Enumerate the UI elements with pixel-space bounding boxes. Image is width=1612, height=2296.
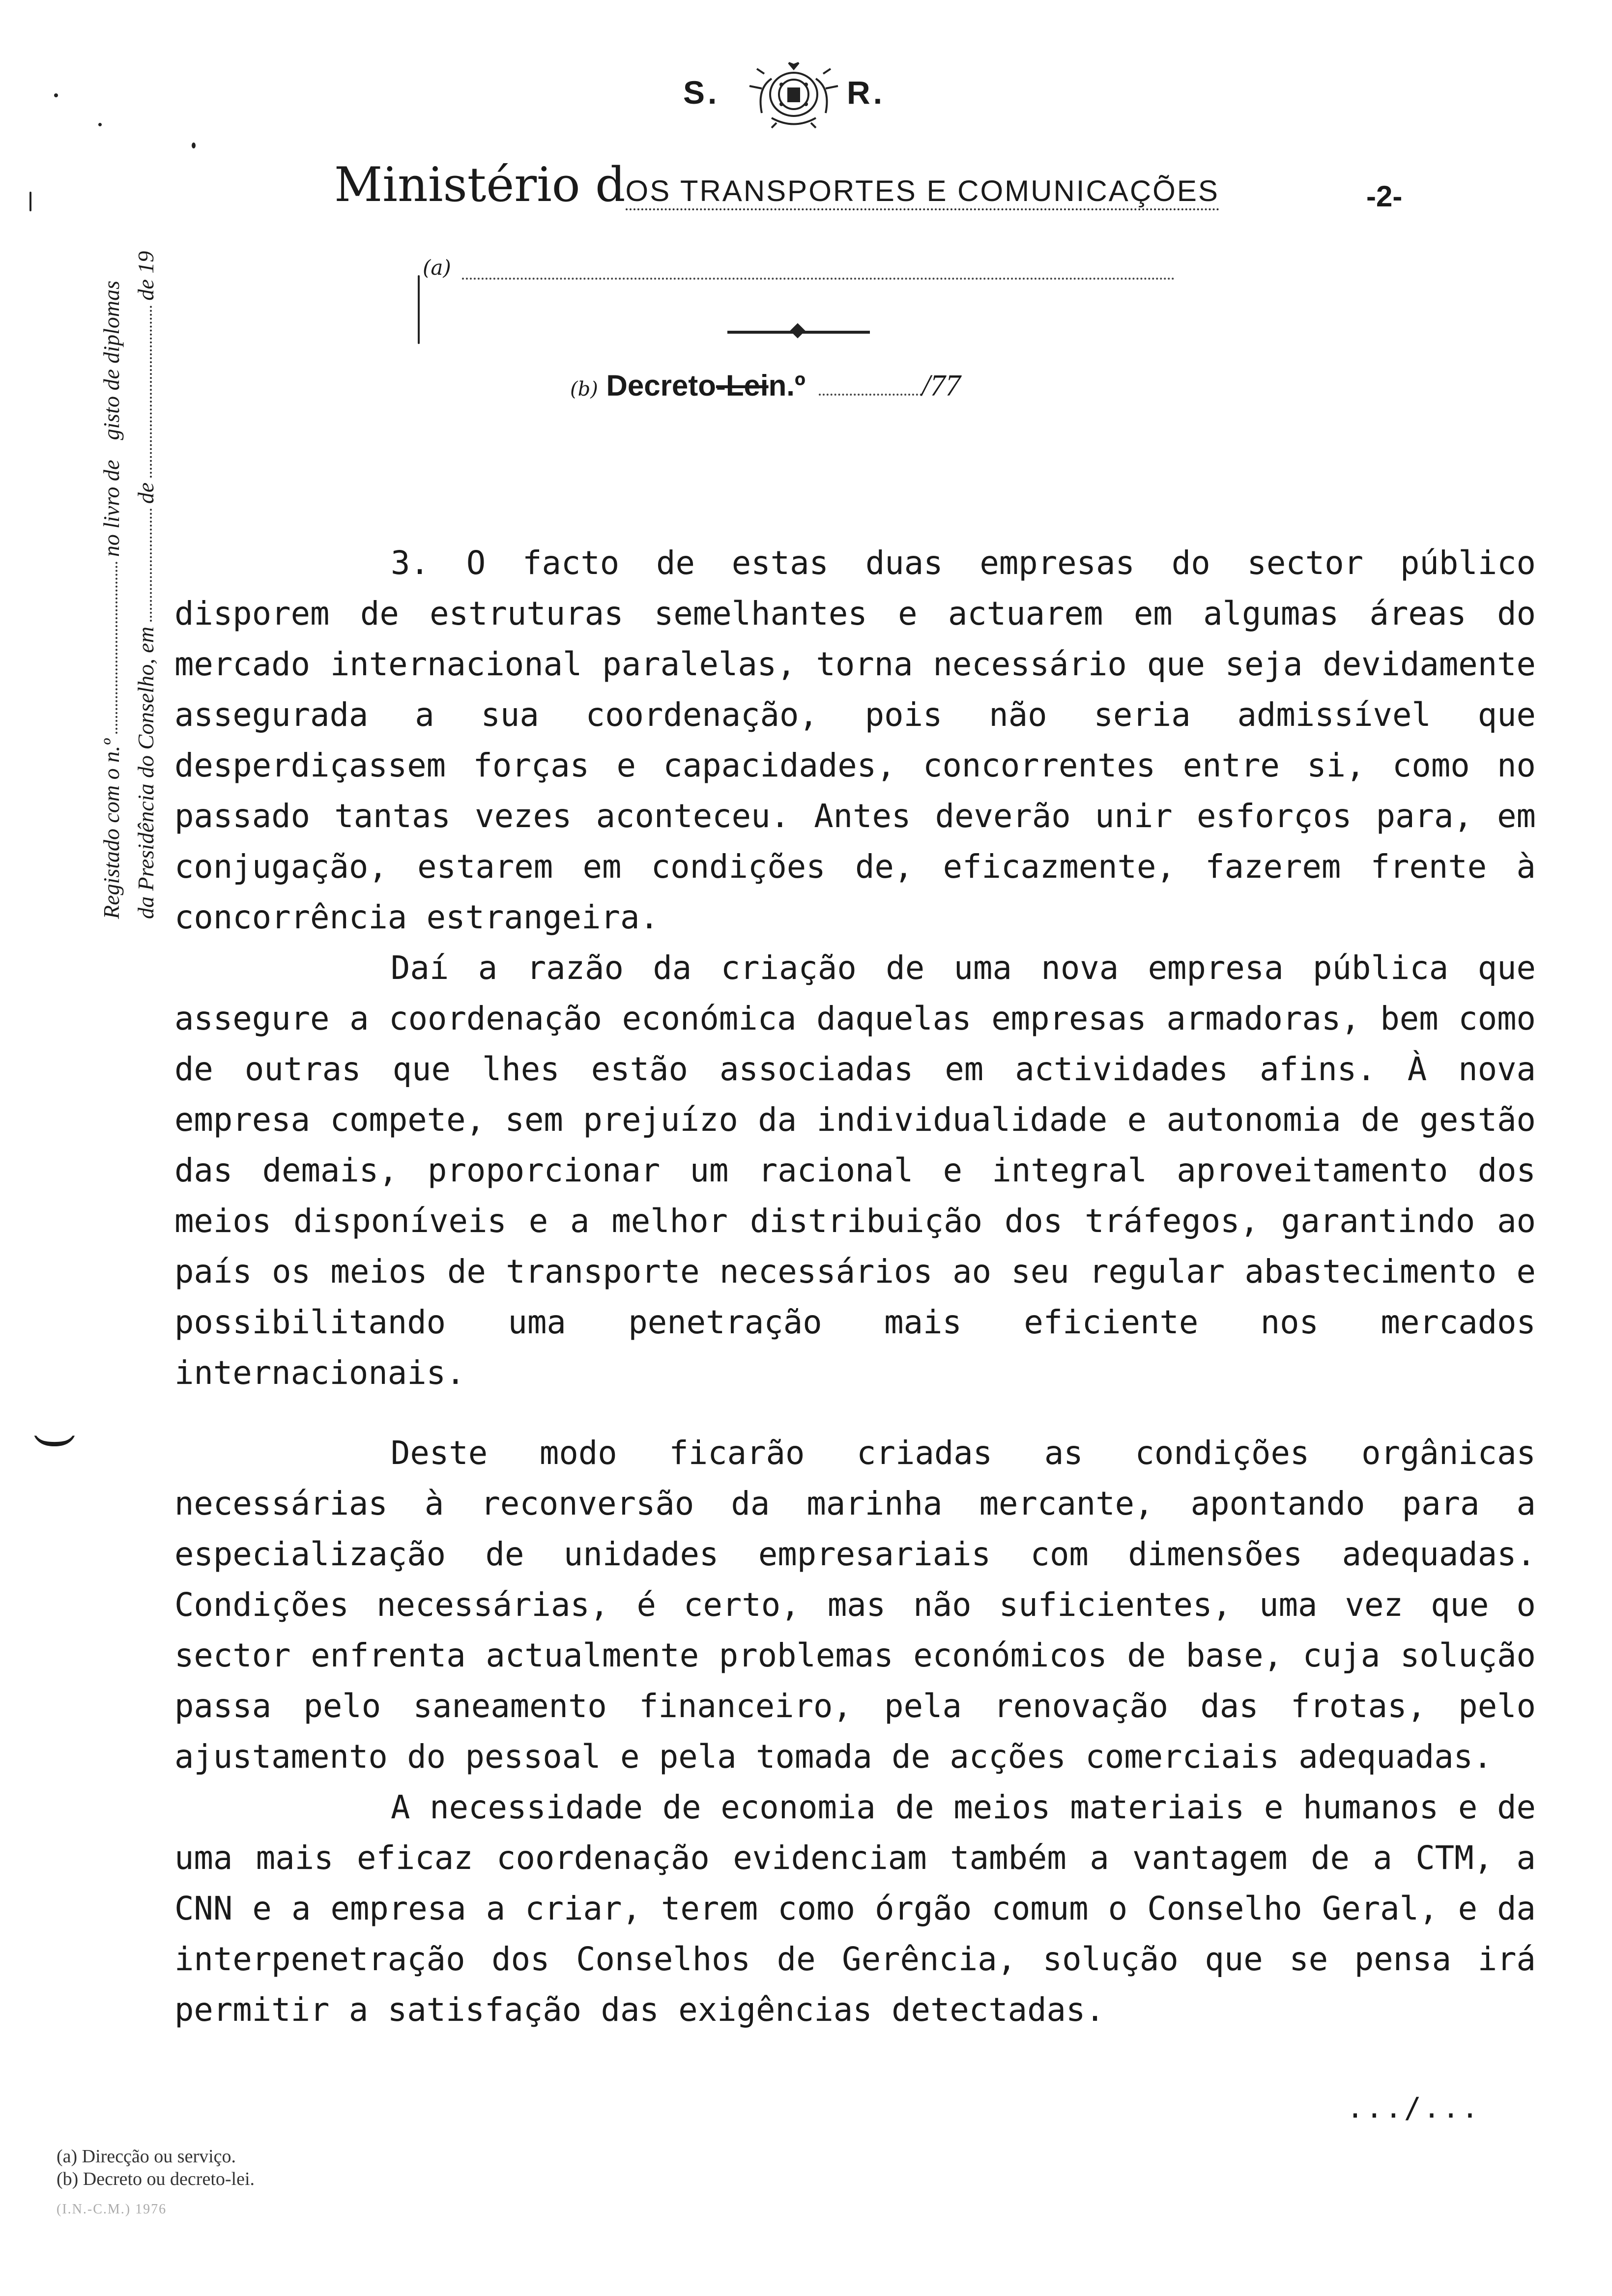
sidebar-dots bbox=[98, 562, 117, 734]
paragraph-4: A necessidade de economia de meios materiais e humanos e de uma mais eficaz coordenação evidenciam também a vantagem de a CTM, a CNN e a empresa a criar, terem como órgão comum o Conselho Geral, e da interpenetração dos Conselhos de Gerência, solução que se pensa irá permitir a satisfação das exigências detectadas. bbox=[174, 1789, 1536, 2029]
header-right-letter: R. bbox=[847, 74, 886, 111]
sidebar-line2-part1: da Presidência do Conselho, em bbox=[133, 627, 158, 919]
decree-struck-lei: -Lei bbox=[716, 369, 769, 402]
decree-suffix: n.º bbox=[768, 369, 806, 402]
coat-of-arms-icon bbox=[742, 59, 845, 133]
ministry-prefix: Ministério d bbox=[334, 157, 626, 212]
sidebar-paren: ( bbox=[27, 1432, 79, 1450]
sidebar-line-1 bbox=[98, 10, 124, 919]
continued-marker: .../... bbox=[1347, 2091, 1481, 2124]
sidebar-line1-part2: no livro de bbox=[99, 459, 124, 557]
scan-speck bbox=[98, 123, 102, 126]
sidebar-dots bbox=[133, 509, 152, 622]
document-body bbox=[174, 538, 1536, 2036]
footnote-b: (b) Decreto ou decreto-lei. bbox=[57, 2169, 255, 2189]
sidebar-line2-part2: de bbox=[133, 482, 158, 504]
paragraph-1: 3. O facto de estas duas empresas do sector público disporem de estruturas semelhantes e actuarem em algumas áreas do mercado internacional paralelas, torna necessário que seja devidamente assegurada a sua coordenação, pois não seria admissível que desperdiçassem forças e capacidades, concorrentes entre si, como no passado tantas vezes aconteceu. Antes deverão unir esforços para, em conjugação, estarem em condições de, eficazmente, fazerem frente à concorrência estrangeira. bbox=[174, 545, 1536, 936]
paragraph-3: Deste modo ficarão criadas as condições orgânicas necessárias à reconversão da marinha mercante, apontando para a especialização de unidades empresariais com dimensões adequadas. Condições necessárias, é certo, mas não suficientes, uma vez que o sector enfrenta actualmente problemas económicos de base, cuja solução passa pelo saneamento financeiro, pela renovação das frotas, pelo ajustamento do pessoal e pela tomada de acções comerciais adequadas. bbox=[174, 1435, 1536, 1776]
scan-speck bbox=[192, 143, 196, 148]
sidebar-dots bbox=[133, 306, 152, 478]
ministry-name: OS TRANSPORTES E COMUNICAÇÕES bbox=[626, 174, 1219, 210]
decree-number: /77 bbox=[921, 369, 961, 402]
ministry-title bbox=[334, 157, 1219, 212]
footnotes bbox=[57, 2145, 255, 2190]
header-left-letter: S. bbox=[683, 74, 720, 111]
decree-label: Decreto bbox=[606, 369, 716, 402]
ornament-diamond-icon bbox=[790, 323, 805, 338]
sidebar-line1-part1: Registado com o n.º bbox=[99, 739, 124, 919]
line-a-label: (a) bbox=[423, 256, 451, 280]
line-a-dotted-rule bbox=[462, 278, 1175, 280]
decree-line bbox=[570, 369, 961, 403]
page-number: -2- bbox=[1366, 180, 1403, 213]
scan-speck bbox=[29, 192, 31, 211]
paragraph-2: Daí a razão da criação de uma nova empresa pública que assegure a coordenação económica daquelas empresas armadoras, bem como de outras que lhes estão associadas em actividades afins. À nova empresa compete, sem prejuízo da individualidade e autonomia de gestão das demais, proporcionar um racional e integral aproveitamento dos meios disponíveis e a melhor distribuição dos tráfegos, garantindo ao país os meios de transporte necessários ao seu regular abastecimento e possibilitando uma penetração mais eficiente nos mercados internacionais. bbox=[174, 949, 1536, 1392]
decree-dotted-rule bbox=[819, 394, 922, 396]
scan-speck bbox=[418, 275, 420, 344]
sidebar-line-2 bbox=[133, 10, 159, 919]
decree-marker: (b) bbox=[570, 378, 598, 401]
footnote-a: (a) Direcção ou serviço. bbox=[57, 2146, 236, 2167]
sidebar-line2-part3: de 19 bbox=[133, 251, 158, 301]
printer-mark: (I.N.-C.M.) 1976 bbox=[57, 2202, 167, 2217]
sidebar-line1-part3: gisto de diplomas bbox=[99, 280, 124, 440]
scan-speck bbox=[54, 93, 58, 97]
